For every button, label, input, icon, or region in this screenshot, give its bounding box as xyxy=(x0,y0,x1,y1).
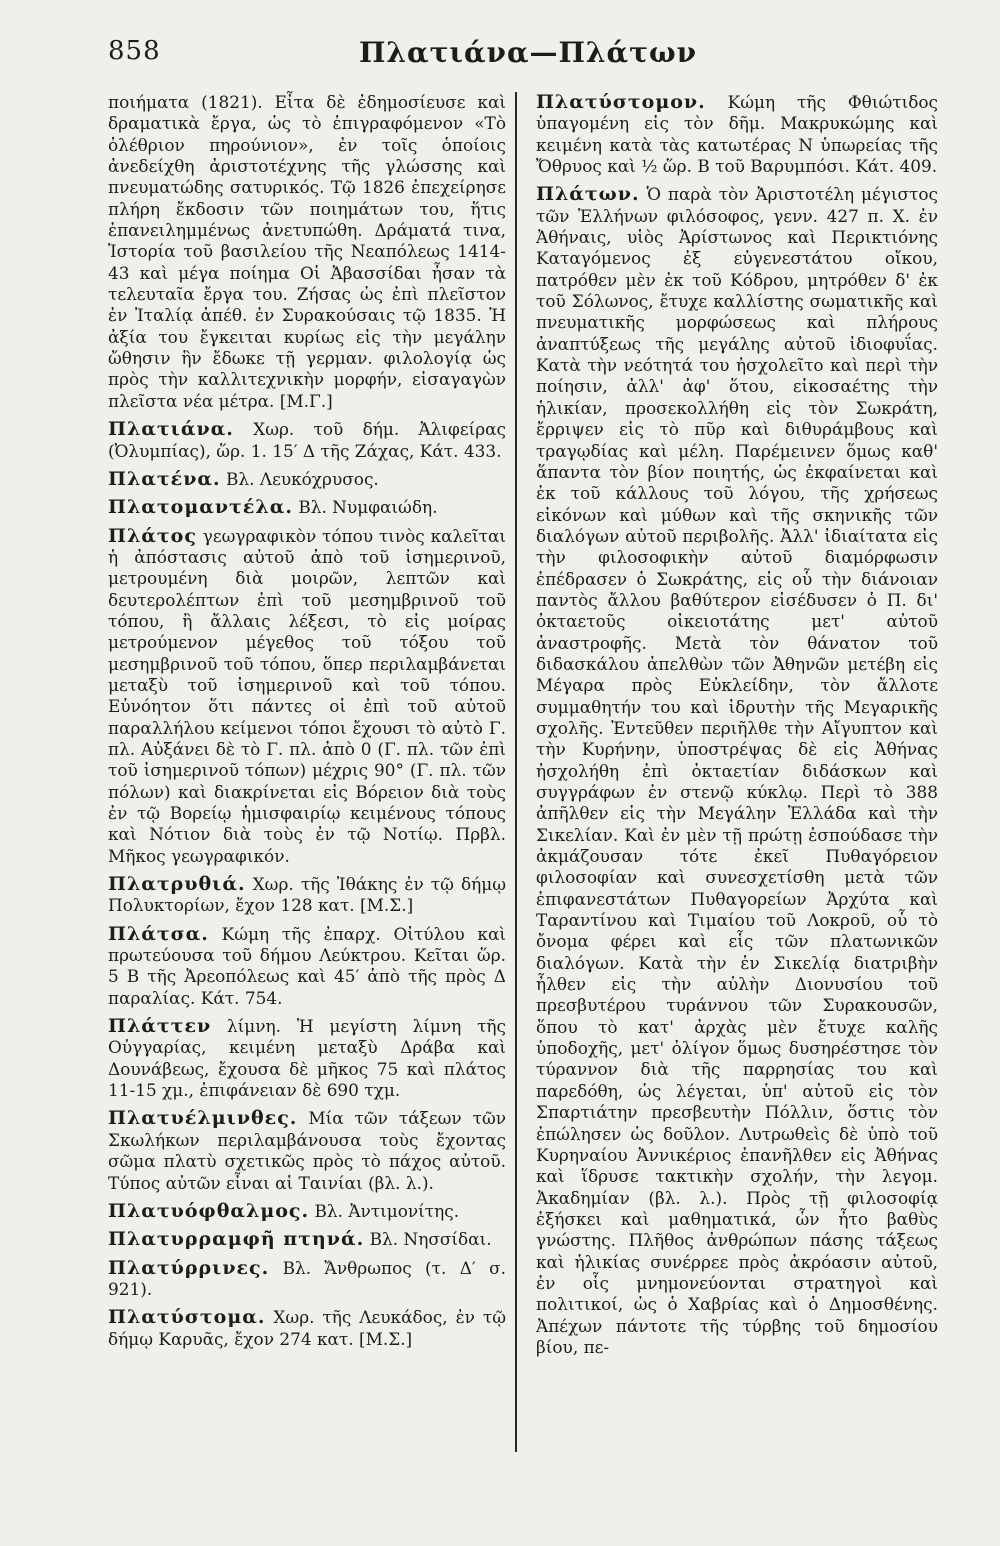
entry-text: Βλ. Ἄνθρωπος (τ. Δ′ σ. 921). xyxy=(108,1257,506,1299)
entry-headword: Πλατύστομον. xyxy=(536,91,706,113)
page-number: 858 xyxy=(108,36,161,66)
entry-text: γεωγραφικὸν τόπου τινὸς καλεῖται ἡ ἀπόστασις αὐτοῦ ἀπὸ τοῦ ἰσημερινοῦ, μετρουμένη διὰ μοιρῶν, λεπτῶν καὶ δευτερολέπτων ἐπὶ τοῦ μεσημβρινοῦ τοῦ τόπου, ἢ ἄλλαις λέξεσι, τὸ εἰς μοίρας μετρούμενον μέγεθος τοῦ τόξου τοῦ μεσημβρινοῦ τοῦ τόπου, ὅπερ περιλαμβάνεται μεταξὺ τοῦ ἰσημερινοῦ καὶ τοῦ τόπου. Εὐνόητον ὅτι πάντες οἱ ἐπὶ τοῦ αὐτοῦ παραλλήλου κείμενοι τόποι ἔχουσι τὸ αὐτὸ Γ. πλ. Αὐξάνει δὲ τὸ Γ. πλ. ἀπὸ 0 (Γ. πλ. τῶν ἐπὶ τοῦ ἰσημερινοῦ τόπων) μέχρις 90° (Γ. πλ. τῶν πόλων) καὶ διακρίνεται εἰς Βόρειον διὰ τοὺς ἐν τῷ Βορείῳ ἡμισφαιρίῳ κειμένους τόπους καὶ Νότιον διὰ τοὺς ἐν τῷ Νοτίῳ. Πρβλ. Μῆκος γεωγραφικόν. xyxy=(108,525,506,866)
dictionary-entry xyxy=(108,419,506,462)
entry-text: Βλ. Λευκόχρυσος. xyxy=(220,468,379,489)
entry-headword: Πλατύστομα. xyxy=(108,1306,266,1329)
entry-headword: Πλατυέλμινθες. xyxy=(108,1107,298,1130)
entry-text: Μία τῶν τάξεων τῶν Σκωλήκων περιλαμβάνουσα τοὺς ἔχοντας σῶμα πλατὺ σχετικῶς πρὸς τὸ πάχος αὐτοῦ. Τύπος αὐτῶν εἶναι αἱ Ταινίαι (βλ. λ.). xyxy=(108,1108,506,1193)
entry-text: Κώμη τῆς ἐπαρχ. Οἰτύλου καὶ πρωτεύουσα τοῦ δήμου Λεύκτρου. Κεῖται ὥρ. 5 Β τῆς Ἀρεοπόλεως καὶ 45′ ἀπὸ τῆς πρὸς Δ παραλίας. Κάτ. 754. xyxy=(108,923,506,1008)
dictionary-entry xyxy=(108,497,506,518)
entry-headword: Πλατύρρινες. xyxy=(108,1256,270,1279)
dictionary-entry xyxy=(108,1229,506,1250)
left-entries xyxy=(108,419,506,1350)
entry-headword: Πλατένα. xyxy=(108,467,221,490)
dictionary-entry xyxy=(108,1016,506,1101)
entry-headword: Πλάτος xyxy=(108,524,197,547)
entry-text: Βλ. Νησσίδαι. xyxy=(364,1229,492,1250)
entry-headword: Πλάτσα. xyxy=(108,922,209,945)
right-entries xyxy=(536,92,938,1358)
dictionary-entry xyxy=(108,1108,506,1193)
dictionary-entry xyxy=(108,1201,506,1222)
dictionary-entry xyxy=(108,924,506,1009)
continued-entry-text: ποιήματα (1821). Εἶτα δὲ ἐδημοσίευσε καὶ δραματικὰ ἔργα, ὡς τὸ ἐπιγραφόμενον «Τὸ ὀλέθριον πηρούνιον», ἐν τοῖς ὁποίοις ἀνεδείχθη ἀριστοτέχνης τῆς γλώσσης καὶ πνευματώδης σατυρικός. Τῷ 1826 ἐπεχείρησε πλήρη ἔκδοσιν τῶν ποιημάτων του, ἥτις ἐπανειλημμένως ἀνετυπώθη. Δράματά τινα, Ἱστορία τοῦ βασιλείου τῆς Νεαπόλεως 1414-43 καὶ μέγα ποίημα Οἱ Ἀβασσίδαι ἦσαν τὰ τελευταῖα ἔργα του. Ζήσας ὡς ἐπὶ πλεῖστον ἐν Ἰταλίᾳ ἀπέθ. ἐν Συρακούσαις τῷ 1835. Ἡ ἀξία του ἔγκειται κυρίως εἰς τὴν μεγάλην ὤθησιν ἣν ἔδωκε τῇ γερμαν. φιλολογίᾳ ὡς πρὸς τὴν καλλιτεχνικὴν μορφήν, εἰσαγαγὼν πλεῖστα νέα μέτρα. [Μ.Γ.] xyxy=(108,92,506,411)
entry-text: Βλ. Νυμφαιώδη. xyxy=(292,497,438,518)
entry-headword: Πλατυρραμφῆ πτηνά. xyxy=(108,1228,365,1251)
entry-headword: Πλατρυθιά. xyxy=(108,873,246,896)
dictionary-entry xyxy=(108,1258,506,1301)
left-column xyxy=(108,92,506,1350)
dictionary-entry xyxy=(108,526,506,868)
entry-headword: Πλατυόφθαλμος. xyxy=(108,1199,310,1222)
entry-text: Χωρ. τοῦ δήμ. Ἀλιφείρας (Ὀλυμπίας), ὥρ. 1. 15′ Δ τῆς Ζάχας, Κάτ. 433. xyxy=(108,419,506,461)
entry-text: Ὁ παρὰ τὸν Ἀριστοτέλη μέγιστος τῶν Ἑλλήνων φιλόσοφος, γενν. 427 π. Χ. ἐν Ἀθήναις, υἱὸς Ἀρίστωνος καὶ Περικτιόνης Καταγόμενος ἐξ εὐγενεστάτου οἴκου, πατρόθεν μὲν ἐκ τοῦ Κόδρου, μητρόθεν δ' ἐκ τοῦ Σόλωνος, ἔτυχε καλλίστης σωματικῆς καὶ πνευματικῆς μορφώσεως καὶ πλήρους ἀναπτύξεως τῆς μεγάλης αὐτοῦ ἰδιοφυΐας. Κατὰ τὴν νεότητά του ἠσχολεῖτο καὶ περὶ τὴν ποίησιν, ἀλλ' ἀφ' ὅτου, εἰκοσαέτης τὴν ἡλικίαν, προσεκολλήθη εἰς τὸν Σωκράτη, ἔρριψεν εἰς τὸ πῦρ καὶ διθυράμβους καὶ τραγῳδίας καὶ μέλη. Παρέμεινεν ὅμως καθ' ἅπαντα τὸν βίον ποιητής, ὡς ἐκφαίνεται καὶ ἐκ τοῦ κάλλους τοῦ λόγου, τῆς χρήσεως εἰκόνων καὶ μύθων καὶ τῆς σκηνικῆς τῶν διαλόγων αὐτοῦ περιβολῆς. Ἀλλ' ἰδιαίτατα εἰς τὴν φιλοσοφικὴν αὐτοῦ διαμόρφωσιν ἐπέδρασεν ὁ Σωκράτης, εἰς οὗ τὴν διάνοιαν παντὸς ἄλλου βαθύτερον εἰσέδυσεν ὁ Π. δι' ὀκταετοῦς οἰκειοτάτης μετ' αὐτοῦ ἀναστροφῆς. Μετὰ τὸν θάνατον τοῦ διδασκάλου ἀπελθὼν τῶν Ἀθηνῶν μετέβη εἰς Μέγαρα πρὸς Εὐκλείδην, τὸν ἄλλοτε συμμαθητήν του καὶ ἱδρυτὴν τῆς Μεγαρικῆς σχολῆς. Ἐντεῦθεν περιῆλθε τὴν Αἴγυπτον καὶ τὴν Κυρήνην, ὑποστρέψας δὲ εἰς Ἀθήνας ἠσχολήθη ἐπὶ ὀκταετίαν διδάσκων καὶ συγγράφων ἐν στενῷ κύκλῳ. Περὶ τὸ 388 ἀπῆλθεν εἰς τὴν Μεγάλην Ἑλλάδα καὶ τὴν Σικελίαν. Καὶ ἐν μὲν τῇ πρώτῃ ἐσπούδασε τὴν ἀκμάζουσαν τότε ἐκεῖ Πυθαγόρειον φιλοσοφίαν καὶ συνεσχετίσθη μετὰ τῶν ἐπιφανεστάτων Πυθαγορείων Ἀρχύτα καὶ Ταραντίνου καὶ Τιμαίου τοῦ Λοκροῦ, οὗ τὸ ὄνομα φέρει καὶ εἷς τῶν πλατωνικῶν διαλόγων. Κατὰ τὴν ἐν Σικελίᾳ διατριβὴν ἦλθεν εἰς τὴν αὐλὴν Διονυσίου τοῦ πρεσβυτέρου τυράννου τῶν Συρακουσῶν, ὅπου τὸ κατ' ἀρχὰς μὲν ἔτυχε καλῆς ὑποδοχῆς, μετ' ὀλίγον ὅμως δυσηρέστησε τὸν τύραννον διὰ τῆς παρρησίας του καὶ παρεδόθη, ὡς λέγεται, ὑπ' αὐτοῦ εἰς τὸν Σπαρτιάτην πρεσβευτὴν Πόλλιν, ὅστις τὸν ἐπώλησεν ὡς δοῦλον. Λυτρωθεὶς δὲ ὑπὸ τοῦ Κυρηναίου Ἀννικέριος ἐπανῆλθεν εἰς Ἀθήνας καὶ ἵδρυσε τακτικὴν σχολήν, τὴν λεγομ. Ἀκαδημίαν (βλ. λ.). Πρὸς τῇ φιλοσοφίᾳ ἐξήσκει καὶ μαθηματικά, ὧν ἦτο βαθὺς γνώστης. Πλῆθος ἀνθρώπων πάσης τάξεως καὶ ἡλικίας συνέρρεε πρὸς ἀκρόασιν αὐτοῦ, ἐν οἷς μνημονεύονται στρατηγοὶ καὶ πολιτικοί, ὡς ὁ Χαβρίας καὶ ὁ Δημοσθένης. Ἀπέχων πάντοτε τῆς τύρβης τοῦ δημοσίου βίου, πε- xyxy=(536,184,938,1357)
page-header xyxy=(108,36,948,76)
entry-text: Κώμη τῆς Φθιώτιδος ὑπαγομένη εἰς τὸν δῆμ. Μακρυκώμης καὶ κειμένη κατὰ τὰς κατωτέρας Ν ὑπωρείας τῆς Ὄθρυος καὶ ½ ὥρ. Β τοῦ Βαρυμπόσι. Κάτ. 409. xyxy=(536,92,938,177)
entry-text: λίμνη. Ἡ μεγίστη λίμνη τῆς Οὐγγαρίας, κειμένη μεταξὺ Δράβα καὶ Δουνάβεως, ἔχουσα δὲ μῆκος 75 καὶ πλάτος 11-15 χμ., ἐπιφάνειαν δὲ 690 τχμ. xyxy=(108,1016,506,1101)
running-head: Πλατιάνα—Πλάτων xyxy=(358,36,698,69)
entry-text: Χωρ. τῆς Λευκάδος, ἐν τῷ δήμῳ Καρυᾶς, ἔχον 274 κατ. [Μ.Σ.] xyxy=(108,1307,506,1349)
entry-text: Βλ. Ἀντιμονίτης. xyxy=(309,1200,460,1221)
entry-text: Χωρ. τῆς Ἰθάκης ἐν τῷ δήμῳ Πολυκτορίων, ἔχον 128 κατ. [Μ.Σ.] xyxy=(108,874,506,916)
entry-headword: Πλάττεν xyxy=(108,1015,212,1038)
dictionary-entry xyxy=(536,184,938,1358)
dictionary-entry xyxy=(108,469,506,490)
column-divider xyxy=(515,92,517,1452)
entry-headword: Πλατιάνα. xyxy=(108,418,234,441)
dictionary-entry xyxy=(108,1307,506,1350)
entry-headword: Πλατομαντέλα. xyxy=(108,496,293,519)
dictionary-entry xyxy=(108,874,506,917)
entry-headword: Πλάτων. xyxy=(536,183,640,206)
dictionary-entry xyxy=(536,92,938,177)
right-column xyxy=(536,92,938,1358)
